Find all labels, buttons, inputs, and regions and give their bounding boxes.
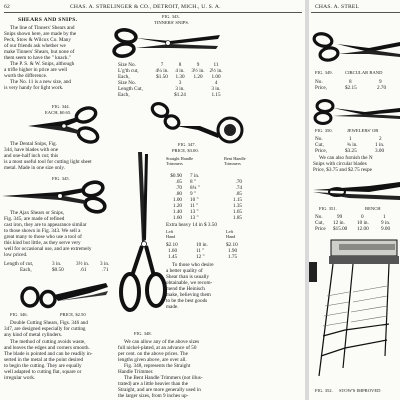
double-cutting-shears-image xyxy=(18,277,114,311)
fig350-title: JEWELERS' OR xyxy=(347,128,379,133)
fig351-title: BENCH xyxy=(365,206,381,211)
page-number: 62 xyxy=(4,4,10,10)
fig344-label: FIG. 344. xyxy=(52,104,70,109)
fig345-label: FIG. 345. xyxy=(52,176,70,181)
tinners-snips-image xyxy=(112,26,222,60)
section-title: SHEARS AND SNIPS. xyxy=(18,17,78,23)
fig343-title: TINNERS' SNIPS. xyxy=(154,20,190,25)
ajax-shears-image xyxy=(0,180,110,214)
fig349-title: CIRCULAR BAND xyxy=(345,70,383,75)
fig350-label: FIG. 350. xyxy=(315,128,333,133)
circular-band-shears-image xyxy=(309,28,400,68)
header-rule xyxy=(4,12,302,13)
bench-shears-image xyxy=(309,172,400,206)
catalog-page-left: 62 CHAS. A. STRELINGER & CO., DETROIT, MICH., U. S. A. SHEARS AND SNIPS. The line of Tinners' Shears and Snips shown here, are made by the Peck, Stow & Wilcox Co. Many of our friends ask whether we make Tinners' Shears, but none of them seem to have the " knack." The P. S. & W. Snips, although a trifle higher in price are well worth the difference. The No. 11 is a new size, and is very handy for light work. FIG. 344. EACH, $0.65. The Dental Snips, Fig. 344, have blades with one and one-half inch cut; this is a most useful tool for cutting light sheet metal. Made in one size only. FIG. 345. The Ajax Shears or Snips, Fig. 345, are made of refined cast iron, they are to appearance similar to those shown in Fig. 343. We sell a great many to those who use a tool of this kind but little, as they serve very well for occasional use, and are extremely low priced. Length of cut, 3 in. 3½ in. 3 in. Each, $0.50 .61 .71 FIG. 346. PRICE, $2.50 Double Cutting Shears, Figs. 346 and 347, are designed especially for cutting any kind of metal cylinders. The method of cutting avoids waste, and leaves the edges and corners smooth. The blade is pointed and can be readily in- serted in the metal at the point desired to begin the cutting. They are equally well adapted to cutting flat, square or irregular work. FIG. 343. TINNERS' SNIPS. Size No. 7 8 9 11 L'g'th cut, 4¼ in. 4 in. 3½ in. 2½ in. Each, $1.50 1.30 1.20 1.00 Size No. 3 4 Length Cut, 3 in. 3 in. Each, $1.24 1.15 FIG. 347. PRICE, $3.00. Straight Handle Trimmers Bent Handle Trimmers $0.90 7 in. .65 8 " .70 .70 8¼ " .74 .80 9 " .85 1.00 10 " 1.15 1.20 11 " 1.35 1.40 13 " 1.65 1.60 13 " 1.85 Extra heavy 14 in $ 3.50 Left Hand Left Hand $2.10 10 in. $2.10 1.60 11 " 1.90 1.45 12 " 1.75 FIG. 348. To those who desire a better quality of Shear than is usually obtainable, we recom- mend the Heinisch make, believing them to be the best goods made. We can allow any of the above sizes full nickel-plated, at an advance of 50 per cent. on the above prices. The lengths given above, are over all. Fig. 348, represents the Straight Handle Trimmer. The Bent Handle Trimmers (not illus- trated) are a little heavier than the Straight, and are more generally used in the larger sizes, from 9 inches up- xyxy=(0,0,305,400)
jewelers-snips-image xyxy=(309,96,400,128)
cylinder-shears-image xyxy=(148,100,252,144)
straight-handle-trimmer-image xyxy=(118,148,168,338)
fig348-label: FIG. 348. xyxy=(134,331,152,336)
fig344-price: EACH, $0.65. xyxy=(45,110,72,115)
running-head: CHAS. A. STRELINGER & CO., DETROIT, MICH., U. S. A. xyxy=(70,4,221,10)
fig349-label: FIG. 349. xyxy=(315,70,333,75)
fig347-label: FIG. 347. xyxy=(178,142,196,147)
fig352-title: STOW'S IMPROVED xyxy=(339,388,381,393)
fig351-label: FIG. 351. xyxy=(319,206,337,211)
catalog-page-right: CHAS. A. STREL FIG. 349. CIRCULAR BAND No. 8 9 Price, $2.15 2.70 FIG. 350. JEWELERS' OR No. 1 2 Cut, ¾ in. 1 in. Price, $3.25 3.00 We can also furnish the N Snips with circular blades Price, $3.75 and $2.75 respe FIG. 351. BENCH No. 99 0 1 Cut, 12 in. 10 in. 9 in. Price $15.00 12.00 9.00 FIG. 352. STOW'S IMPROVED xyxy=(309,0,400,400)
fig346-price: PRICE, $2.50 xyxy=(60,312,86,317)
running-head-right: CHAS. A. STREL xyxy=(315,4,360,10)
fig347-price: PRICE, $3.00. xyxy=(172,148,199,153)
header-rule-right xyxy=(311,12,400,13)
extra-heavy-note: Extra heavy 14 in $ 3.50 xyxy=(166,222,217,228)
stows-improved-machine-image xyxy=(309,236,400,386)
fig352-label: FIG. 352. xyxy=(315,388,333,393)
fig343-label: FIG. 343. xyxy=(162,14,180,19)
fig346-label: FIG. 346. xyxy=(10,312,28,317)
